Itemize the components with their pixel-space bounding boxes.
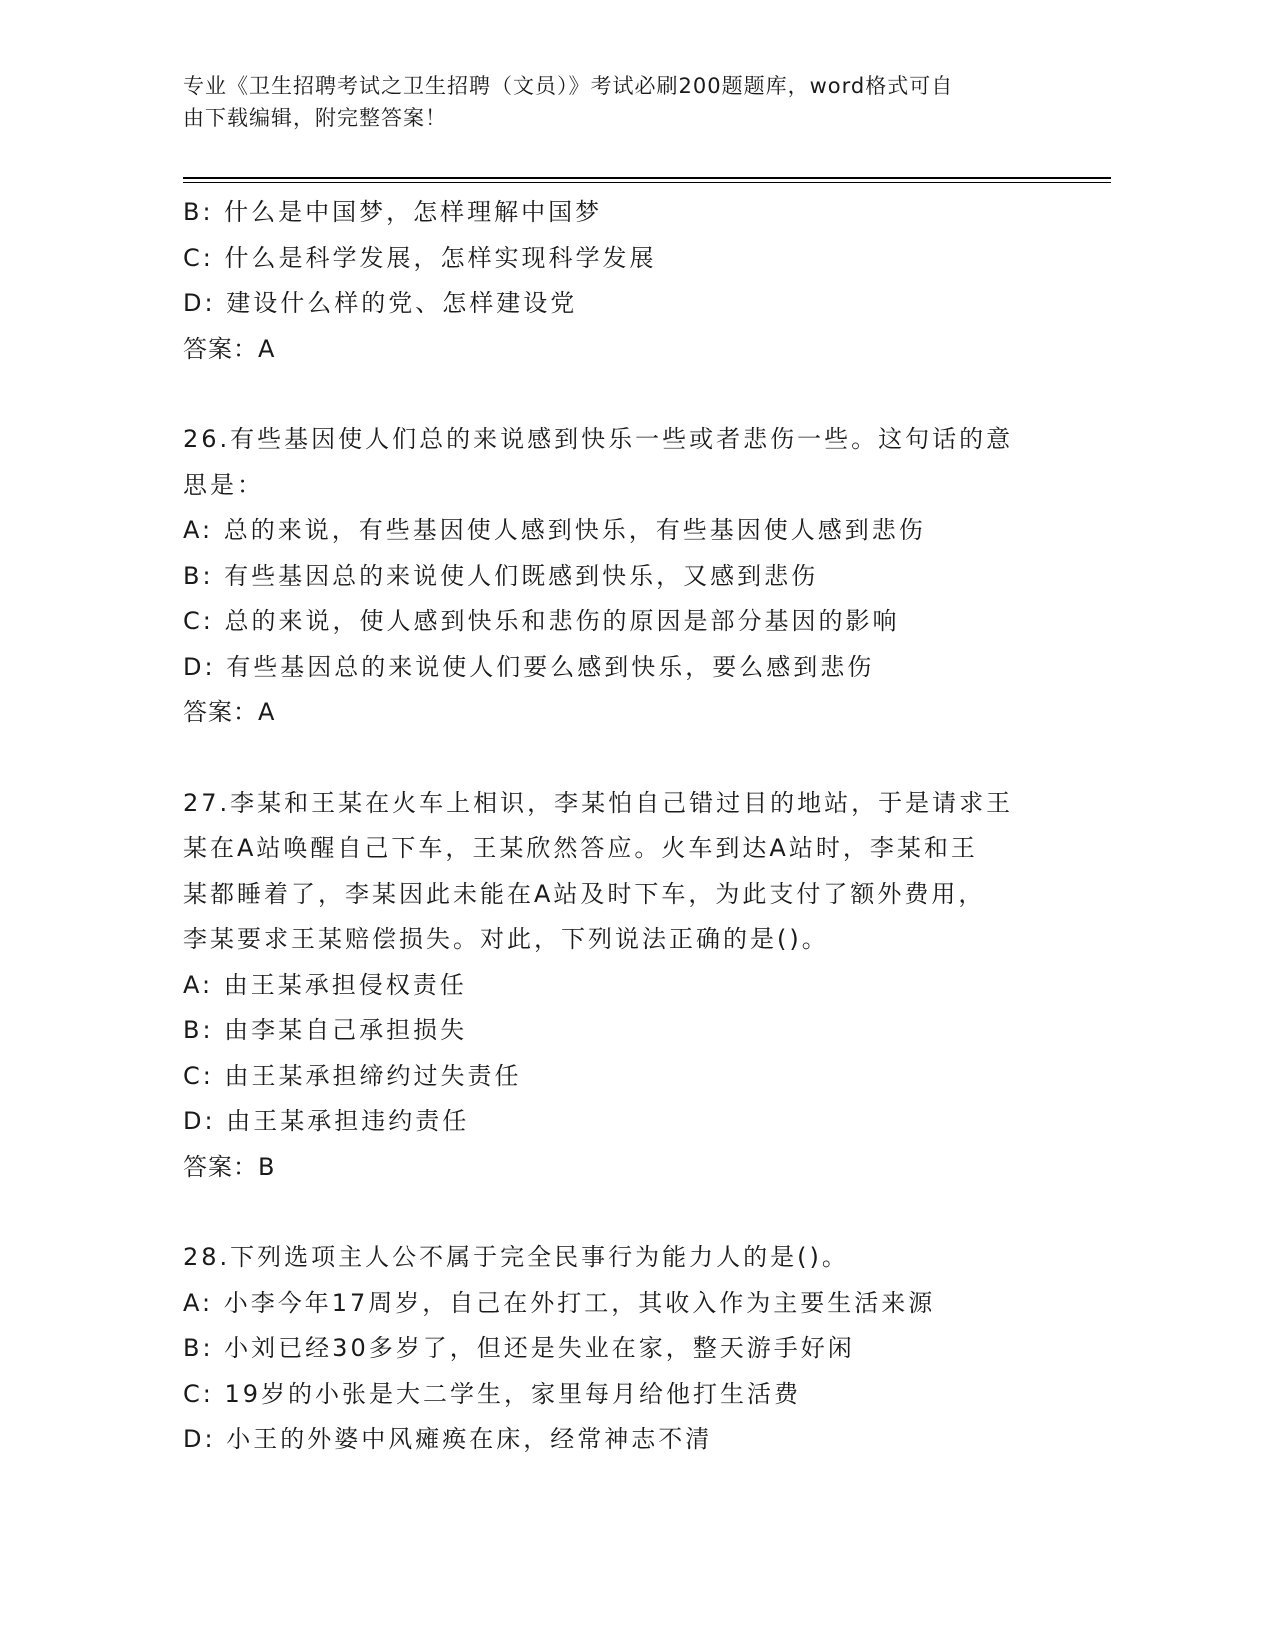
option-d: D: 小王的外婆中风瘫痪在床，经常神志不清	[183, 1425, 713, 1453]
option-b: B: 有些基因总的来说使人们既感到快乐，又感到悲伤	[183, 561, 819, 590]
answer-label: 答案：B	[183, 1152, 276, 1181]
answer-label: 答案：A	[183, 334, 276, 363]
header-line-2: 由下载编辑，附完整答案！	[183, 106, 447, 130]
option-b: B: 由李某自己承担损失	[183, 1016, 468, 1044]
option-b: B: 小刘已经30多岁了，但还是失业在家，整天游手好闲	[183, 1334, 855, 1362]
header-divider-thin	[183, 182, 1111, 183]
document-header	[183, 70, 1083, 134]
option-b: B: 什么是中国梦，怎样理解中国梦	[183, 198, 603, 226]
question-27	[183, 781, 1083, 1191]
question-26	[183, 417, 1083, 736]
option-c: C: 什么是科学发展，怎样实现科学发展	[183, 243, 657, 272]
option-d: D: 建设什么样的党、怎样建设党	[183, 289, 578, 317]
question-stem: 某都睡着了，李某因此未能在A站及时下车，为此支付了额外费用，	[183, 879, 986, 908]
option-a: A: 小李今年17周岁，自己在外打工，其收入作为主要生活来源	[183, 1288, 936, 1317]
question-stem: 思是：	[183, 470, 264, 499]
question-25-continued	[183, 190, 1083, 372]
option-c: C: 由王某承担缔约过失责任	[183, 1061, 522, 1090]
question-stem: 26.有些基因使人们总的来说感到快乐一些或者悲伤一些。这句话的意	[183, 425, 1014, 453]
header-line-1: 专业《卫生招聘考试之卫生招聘（文员）》考试必刷200题题库，word格式可自	[183, 74, 954, 98]
question-stem: 李某要求王某赔偿损失。对此，下列说法正确的是()。	[183, 925, 829, 953]
answer-label: 答案：A	[183, 698, 276, 726]
option-d: D: 有些基因总的来说使人们要么感到快乐，要么感到悲伤	[183, 652, 875, 681]
question-stem: 某在A站唤醒自己下车，王某欣然答应。火车到达A站时，李某和王	[183, 834, 978, 862]
option-c: C: 19岁的小张是大二学生，家里每月给他打生活费	[183, 1379, 802, 1408]
option-a: A: 由王某承担侵权责任	[183, 970, 467, 999]
document-body	[183, 190, 1083, 1463]
option-c: C: 总的来说，使人感到快乐和悲伤的原因是部分基因的影响	[183, 607, 900, 635]
question-28	[183, 1235, 1083, 1463]
option-d: D: 由王某承担违约责任	[183, 1107, 470, 1135]
option-a: A: 总的来说，有些基因使人感到快乐，有些基因使人感到悲伤	[183, 516, 926, 544]
header-divider-thick	[183, 177, 1111, 179]
question-stem: 27.李某和王某在火车上相识，李某怕自己错过目的地站，于是请求王	[183, 788, 1014, 817]
question-stem: 28.下列选项主人公不属于完全民事行为能力人的是()。	[183, 1243, 849, 1271]
